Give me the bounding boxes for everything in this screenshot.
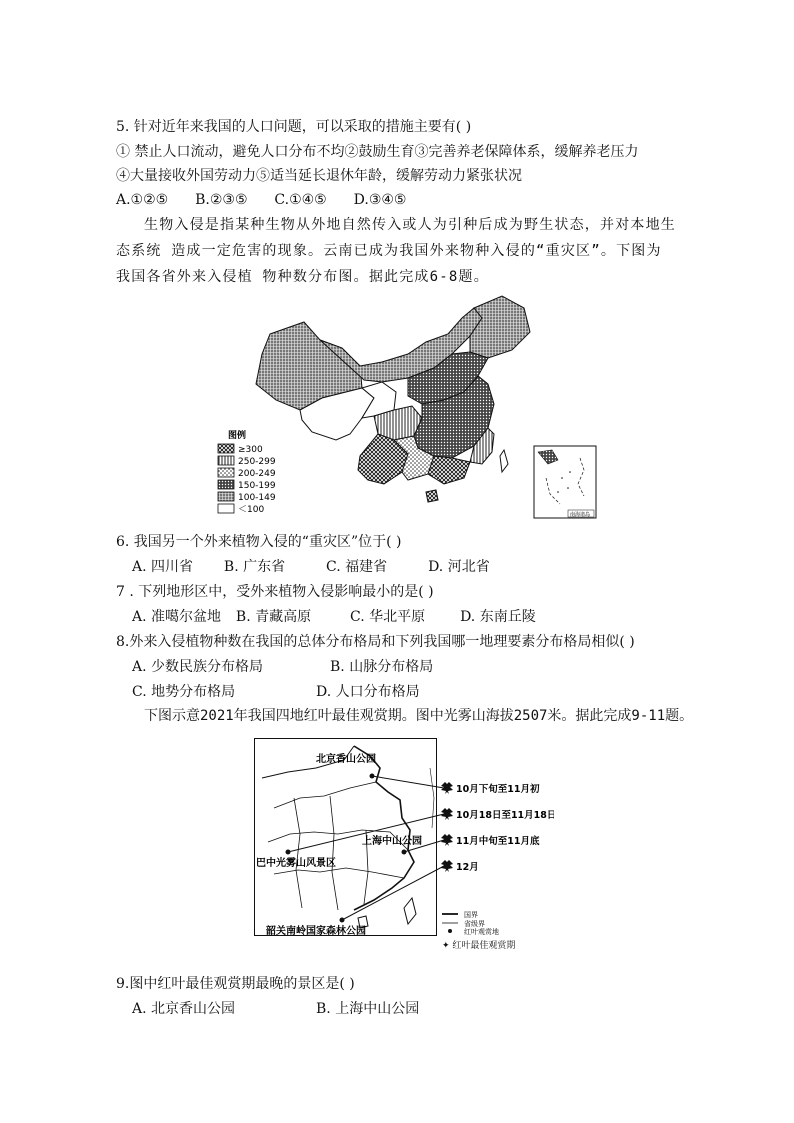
q9-option-a: A. 北京香山公园	[132, 1001, 236, 1017]
place-beijing: 北京香山公园	[316, 754, 376, 765]
q7-option-c: C. 华北平原	[350, 609, 426, 625]
period-1: 10月下旬至11月初	[456, 784, 540, 795]
q7-option-a: A. 准噶尔盆地	[132, 609, 222, 625]
q8-stem: 8.外来入侵植物种数在我国的总体分布格局和下列我国哪一地理要素分布格局相似( )	[116, 634, 635, 650]
q6-option-a: A. 四川省	[132, 559, 194, 575]
q7-option-b: B. 青藏高原	[235, 609, 312, 625]
q7-option-d: D. 东南丘陵	[460, 609, 536, 625]
map2-legend	[442, 910, 499, 936]
q5-options	[116, 190, 406, 210]
q8-option-b: B. 山脉分布格局	[330, 659, 434, 675]
q5-option-b: B.②③⑤	[195, 192, 248, 208]
place-shaoguan: 韶关南岭国家森林公园	[266, 926, 366, 936]
legend-item-4: 150-199	[238, 481, 276, 491]
map2-legend-national: 国界	[464, 911, 478, 919]
q7-options	[132, 607, 536, 627]
maple-leaf-icon: ✦	[442, 941, 450, 951]
period-3: 11月中旬至11月底	[456, 836, 540, 847]
region-taiwan	[500, 450, 508, 472]
q5-option-a: A.①②⑤	[116, 192, 169, 208]
legend-item-1: ≥300	[238, 445, 263, 455]
period-2: 10月18日至11月18日	[456, 810, 554, 821]
map1-inset-south-china-sea	[534, 446, 596, 518]
q8-option-a: A. 少数民族分布格局	[132, 659, 264, 675]
legend-item-5: 100-149	[238, 493, 276, 503]
q8-option-c: C. 地势分布格局	[132, 684, 236, 700]
q7-stem: 7 . 下列地形区中，受外来植物入侵影响最小的是( )	[116, 584, 434, 600]
map1-legend-title: 图例	[228, 431, 247, 441]
period-4: 12月	[456, 862, 479, 873]
q5-stem: 5. 针对近年来我国的人口问题，可以采取的措施主要有( )	[116, 119, 472, 135]
intro-paragraph-red-leaves: 下图示意2021年我国四地红叶最佳观赏期。图中光雾山海拔2507米。据此完成9-11题。	[144, 708, 694, 724]
map2-legend-site: 红叶观赏地	[464, 928, 499, 936]
inset-label: 南海诸岛	[570, 512, 591, 518]
map2-legend-period: ✦ 红叶最佳观赏期	[442, 941, 516, 951]
q6-option-d: D. 河北省	[428, 559, 490, 575]
place-shanghai: 上海中山公园	[362, 836, 422, 847]
place-bazhong: 巴中光雾山风景区	[256, 858, 336, 869]
q5-statement-line1: ① 禁止人口流动，避免人口分布不均②鼓励生育③完善养老保障体系，缓解养老压力	[116, 144, 639, 160]
map-red-leaf-viewing	[254, 738, 554, 936]
q9-stem: 9.图中红叶最佳观赏期最晚的景区是( )	[116, 976, 355, 992]
region-northeast	[470, 296, 530, 358]
legend-item-6: ＜100	[238, 505, 265, 515]
legend-item-3: 200-249	[238, 469, 276, 479]
map1-legend	[218, 444, 276, 515]
q9-option-b: B. 上海中山公园	[316, 1001, 420, 1017]
q6-option-b: B. 广东省	[223, 559, 286, 575]
legend-item-2: 250-299	[238, 457, 276, 467]
region-guangdong	[428, 456, 470, 484]
map2-legend-provincial: 省级界	[464, 920, 485, 928]
map-invasive-plants	[212, 288, 602, 522]
region-hainan	[426, 490, 438, 502]
q8-option-d: D. 人口分布格局	[316, 684, 420, 700]
q5-option-c: C.①④⑤	[274, 192, 327, 208]
q5-option-d: D.③④⑤	[353, 192, 407, 208]
q6-stem: 6. 我国另一个外来植物入侵的“重灾区”位于( )	[116, 534, 402, 550]
intro-paragraph-invasive-species: 生物入侵是指某种生物从外地自然传入或人为引种后成为野生状态，并对本地生态系统 造成一定危害的现象。云南已成为我国外来物种入侵的“重灾区”。下图为我国各省外来入侵植 物种数分布图。据此完成6-8题。	[116, 217, 676, 285]
q6-options	[132, 557, 490, 577]
period-list	[441, 782, 554, 873]
q5-statement-line2: ④大量接收外国劳动力⑤适当延长退休年龄，缓解劳动力紧张状况	[116, 168, 522, 184]
q6-option-c: C. 福建省	[326, 559, 388, 575]
